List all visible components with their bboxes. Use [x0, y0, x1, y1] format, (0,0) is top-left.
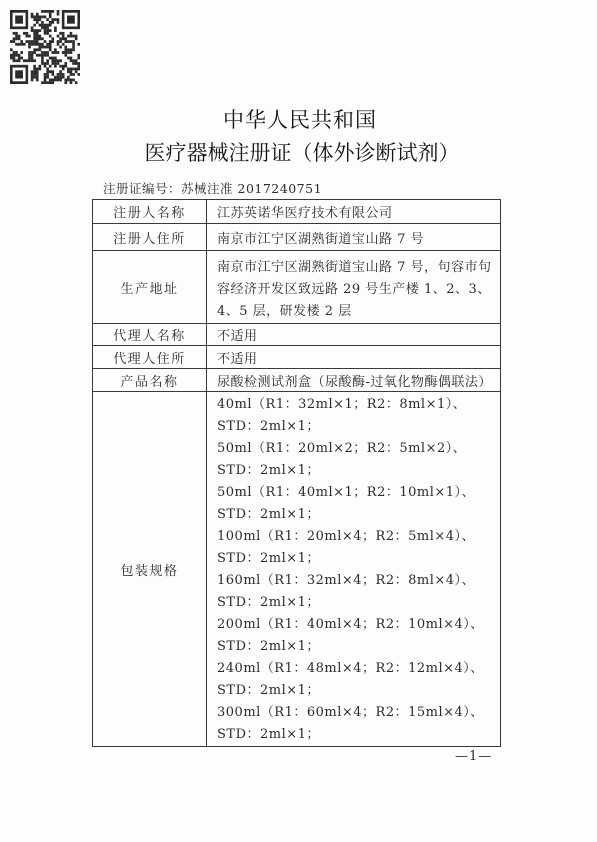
row-value-production-address: 南京市江宁区湖熟街道宝山路 7 号，句容市句容经济开发区致远路 29 号生产楼 1、2、3、4、5 层，研发楼 2 层 [207, 251, 501, 324]
table-row [93, 224, 501, 251]
packaging-line: STD：2ml×1； [217, 507, 320, 522]
row-label-production-address: 生产地址 [93, 251, 207, 324]
packaging-line: 50ml（R1：40ml×1；R2：10ml×1）、 [217, 485, 476, 500]
country-title: 中华人民共和国 [223, 108, 377, 132]
packaging-line: 160ml（R1：32ml×4；R2：8ml×4）、 [217, 573, 476, 588]
packaging-line: 50ml（R1：20ml×2；R2：5ml×2）、 [217, 441, 467, 456]
table-row [93, 392, 501, 747]
row-label-packaging: 包装规格 [93, 392, 207, 747]
certificate-number-line [103, 179, 322, 197]
packaging-line: 300ml（R1：60ml×4；R2：15ml×4）、 [217, 705, 484, 720]
packaging-line: STD：2ml×1； [217, 727, 320, 742]
registration-table [92, 199, 501, 747]
row-value-product-name: 尿酸检测试剂盒（尿酸酶-过氧化物酶偶联法） [207, 369, 501, 392]
page-number: —1— [455, 749, 493, 764]
packaging-line: STD：2ml×1； [217, 595, 320, 610]
packaging-line: 100ml（R1：20ml×4；R2：5ml×4）、 [217, 529, 476, 544]
packaging-line: 240ml（R1：48ml×4；R2：12ml×4）、 [217, 661, 484, 676]
row-label-agent-name: 代理人名称 [93, 324, 207, 346]
table-row [93, 369, 501, 392]
qr-code-icon [10, 10, 80, 84]
row-value-packaging [207, 392, 501, 747]
packaging-line: STD：2ml×1； [217, 683, 320, 698]
packaging-line: STD：2ml×1； [217, 639, 320, 654]
packaging-line: STD：2ml×1； [217, 551, 320, 566]
certificate-number-label: 注册证编号： [103, 181, 182, 196]
table-row [93, 346, 501, 369]
row-value-registrant-address: 南京市江宁区湖熟街道宝山路 7 号 [207, 224, 501, 251]
row-value-registrant-name: 江苏英诺华医疗技术有限公司 [207, 200, 501, 224]
packaging-line: 40ml（R1：32ml×1；R2：8ml×1）、 [217, 397, 467, 412]
qr-code-graphic [10, 10, 80, 84]
certificate-title: 医疗器械注册证（体外诊断试剂） [144, 141, 460, 165]
packaging-line: STD：2ml×1； [217, 463, 320, 478]
row-label-registrant-address: 注册人住所 [93, 224, 207, 251]
certificate-number-value: 苏械注准 2017240751 [181, 181, 323, 196]
packaging-line: STD：2ml×1； [217, 419, 320, 434]
table-row [93, 200, 501, 224]
table-row [93, 324, 501, 346]
packaging-line: 200ml（R1：40ml×4；R2：10ml×4）、 [217, 617, 484, 632]
row-value-agent-name: 不适用 [207, 324, 501, 346]
row-label-product-name: 产品名称 [93, 369, 207, 392]
row-label-agent-address: 代理人住所 [93, 346, 207, 369]
table-row [93, 251, 501, 324]
row-value-agent-address: 不适用 [207, 346, 501, 369]
row-label-registrant-name: 注册人名称 [93, 200, 207, 224]
